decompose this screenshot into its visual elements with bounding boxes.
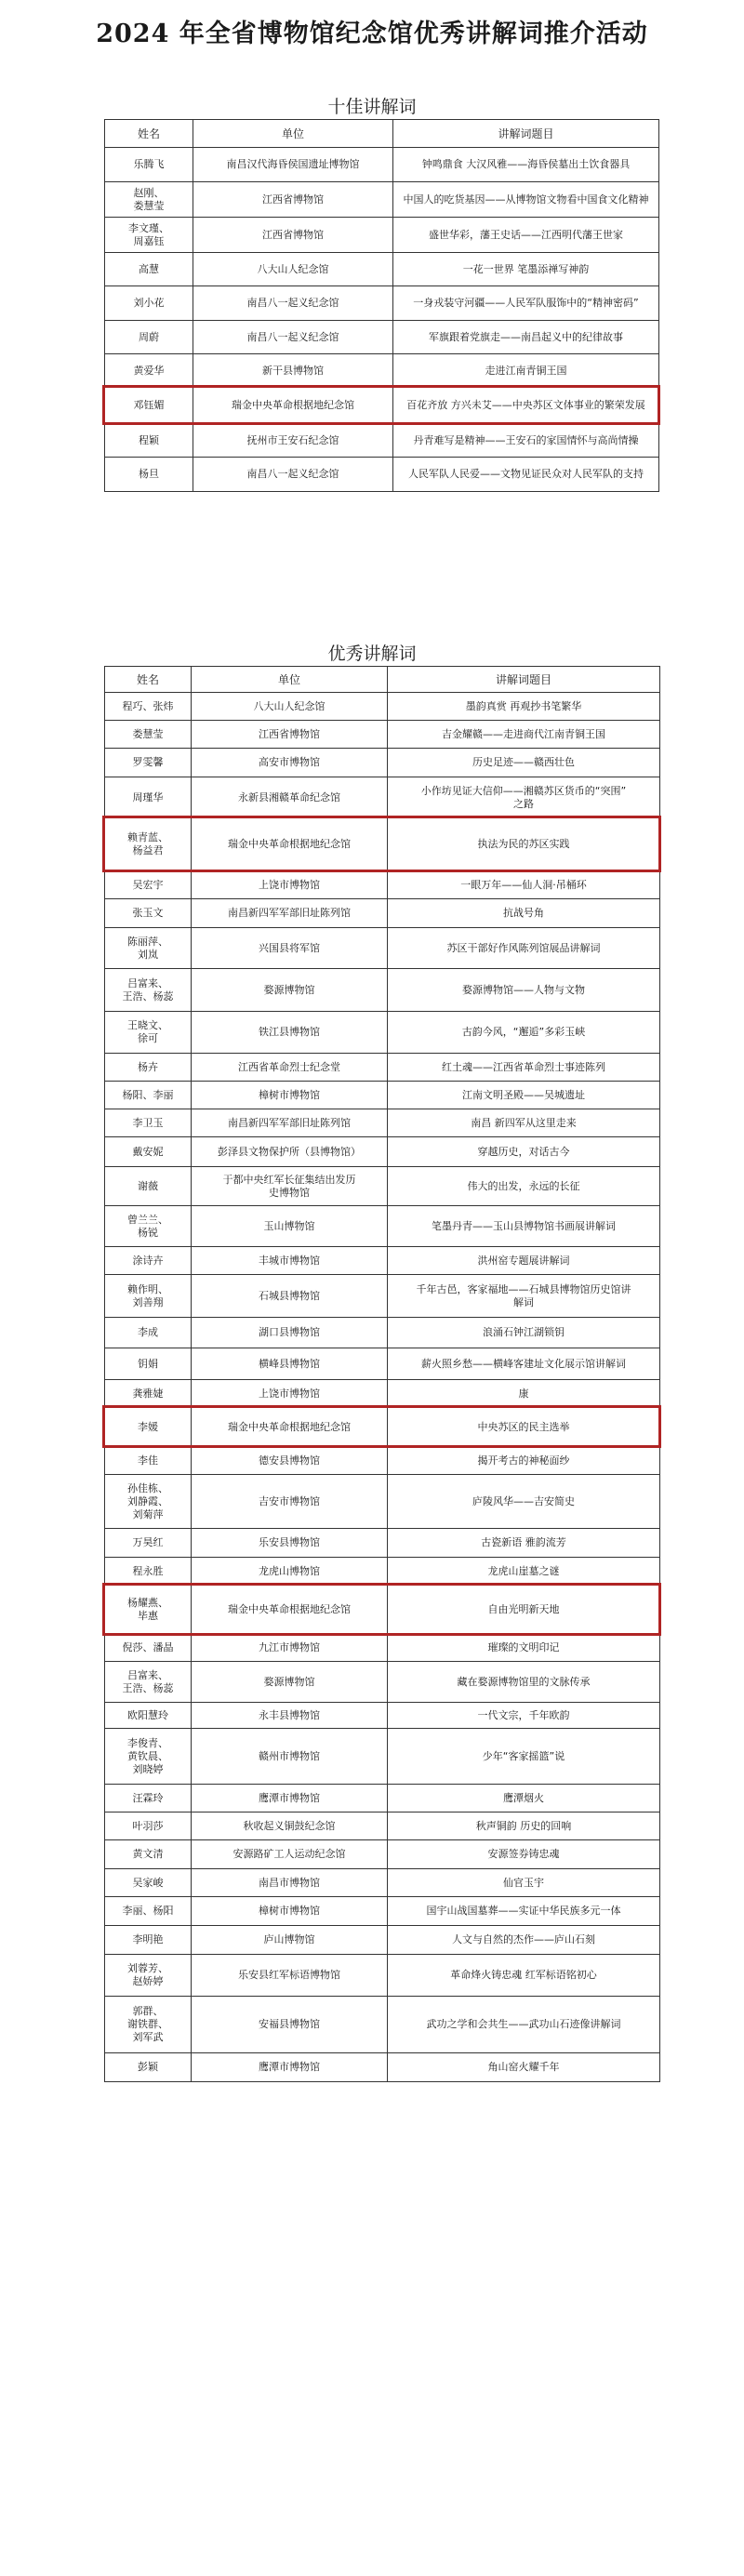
title-cell: 笔墨丹青——玉山县博物馆书画展讲解词 — [388, 1206, 660, 1247]
name-cell: 郭群、 谢铁群、 刘军武 — [105, 1997, 192, 2053]
top-ten-title: 十佳讲解词 — [327, 97, 417, 117]
name-cell: 李文瑾、 周嘉钰 — [105, 218, 193, 253]
unit-cell: 江西省革命烈士纪念堂 — [192, 1054, 388, 1082]
table-row — [105, 1703, 660, 1729]
title-cell: 历史足迹——赣西壮色 — [388, 749, 660, 777]
table-row — [105, 1529, 660, 1558]
name-cell: 万昊红 — [105, 1529, 192, 1558]
unit-cell: 南昌新四军军部旧址陈列馆 — [192, 1109, 388, 1137]
name-cell: 刘小花 — [105, 286, 193, 321]
table-row — [105, 1635, 660, 1662]
title-cell: 人民军队人民爱——文物见证民众对人民军队的支持 — [393, 458, 659, 492]
name-cell: 高慧 — [105, 253, 193, 286]
unit-cell: 乐安县红军标语博物馆 — [192, 1955, 388, 1997]
unit-cell: 抚州市王安石纪念馆 — [193, 424, 393, 458]
table-row — [105, 388, 659, 424]
unit-cell: 乐安县博物馆 — [192, 1529, 388, 1558]
name-cell: 汪霖玲 — [105, 1785, 192, 1812]
name-cell: 叶羽莎 — [105, 1812, 192, 1840]
name-cell: 黄爱华 — [105, 354, 193, 388]
title-cell: 穿越历史，对话古今 — [388, 1137, 660, 1167]
unit-cell: 八大山人纪念馆 — [193, 253, 393, 286]
excellent-title: 优秀讲解词 — [327, 644, 417, 664]
table-row — [105, 1167, 660, 1206]
table-row — [105, 1840, 660, 1869]
unit-cell: 新干县博物馆 — [193, 354, 393, 388]
name-cell: 周蔚 — [105, 321, 193, 354]
column-header: 讲解词题目 — [393, 120, 659, 148]
table-row — [105, 424, 659, 458]
table-row — [105, 1109, 660, 1137]
title-cell: 一身戎装守河疆——人民军队服饰中的“精神密码” — [393, 286, 659, 321]
unit-cell: 南昌八一起义纪念馆 — [193, 286, 393, 321]
title-cell: 角山窑火耀千年 — [388, 2053, 660, 2082]
name-cell: 倪莎、潘晶 — [105, 1635, 192, 1662]
unit-cell: 南昌市博物馆 — [192, 1869, 388, 1897]
name-cell: 刘蓉芳、 赵娇婷 — [105, 1955, 192, 1997]
unit-cell: 赣州市博物馆 — [192, 1729, 388, 1785]
page-title: 2024 年全省博物馆纪念馆优秀讲解词推介活动 — [96, 20, 648, 48]
unit-cell: 永丰县博物馆 — [192, 1703, 388, 1729]
title-cell: 少年“客家摇篮”说 — [388, 1729, 660, 1785]
name-cell: 曾兰兰、 杨锐 — [105, 1206, 192, 1247]
table-row — [105, 1247, 660, 1275]
unit-cell: 江西省博物馆 — [193, 182, 393, 218]
table-row — [105, 1558, 660, 1586]
title-cell: 国宇山战国墓葬——实证中华民族多元一体 — [388, 1897, 660, 1926]
title-cell: 走进江南青铜王国 — [393, 354, 659, 388]
unit-cell: 秋收起义铜鼓纪念馆 — [192, 1812, 388, 1840]
title-cell: 薪火照乡愁——横峰客建址文化展示馆讲解词 — [388, 1348, 660, 1380]
table-row — [105, 253, 659, 286]
name-cell: 谢薇 — [105, 1167, 192, 1206]
title-cell: 璀璨的文明印记 — [388, 1635, 660, 1662]
unit-cell: 横峰县博物馆 — [192, 1348, 388, 1380]
title-cell: 藏在婺源博物馆里的文脉传承 — [388, 1662, 660, 1703]
title-cell: 古瓷新语 雅韵流芳 — [388, 1529, 660, 1558]
title-cell: 苏区干部好作风陈列馆展品讲解词 — [388, 928, 660, 969]
title-cell: 小作坊见证大信仰——湘赣苏区货币的“突围” 之路 — [388, 777, 660, 818]
column-header: 单位 — [192, 667, 388, 693]
name-cell: 戴安妮 — [105, 1137, 192, 1167]
table-row — [105, 354, 659, 388]
unit-cell: 德安县博物馆 — [192, 1447, 388, 1475]
unit-cell: 安源路矿工人运动纪念馆 — [192, 1840, 388, 1869]
unit-cell: 上饶市博物馆 — [192, 871, 388, 899]
name-cell: 张玉文 — [105, 899, 192, 928]
title-cell: 中央苏区的民主选举 — [388, 1408, 660, 1447]
title-cell: 庐陵风华——吉安简史 — [388, 1475, 660, 1529]
unit-cell: 鹰潭市博物馆 — [192, 1785, 388, 1812]
unit-cell: 江西省博物馆 — [192, 721, 388, 749]
name-cell: 吴宏宇 — [105, 871, 192, 899]
table-row — [105, 777, 660, 818]
title-cell: 鹰潭烟火 — [388, 1785, 660, 1812]
table-row — [105, 969, 660, 1012]
column-header: 单位 — [193, 120, 393, 148]
unit-cell: 鹰潭市博物馆 — [192, 2053, 388, 2082]
table-row — [105, 1926, 660, 1955]
table-row — [105, 1586, 660, 1635]
title-cell: 安源签券铸忠魂 — [388, 1840, 660, 1869]
table-row — [105, 1475, 660, 1529]
table-row — [105, 1275, 660, 1318]
table-row — [105, 1997, 660, 2053]
title-cell: 南昌 新四军从这里走来 — [388, 1109, 660, 1137]
title-cell: 浪涌石钟江湖锁钥 — [388, 1318, 660, 1348]
table-row — [105, 148, 659, 182]
title-cell: 江南文明圣殿——吴城遗址 — [388, 1082, 660, 1109]
unit-cell: 南昌汉代海昏侯国遗址博物馆 — [193, 148, 393, 182]
unit-cell: 八大山人纪念馆 — [192, 693, 388, 721]
title-cell: 军旗跟着党旗走——南昌起义中的纪律故事 — [393, 321, 659, 354]
unit-cell: 江西省博物馆 — [193, 218, 393, 253]
name-cell: 杨卉 — [105, 1054, 192, 1082]
name-cell: 杨阳、李丽 — [105, 1082, 192, 1109]
title-cell: 婺源博物馆——人物与文物 — [388, 969, 660, 1012]
name-cell: 邓钰媚 — [105, 388, 193, 424]
table-row — [105, 1662, 660, 1703]
unit-cell: 永新县湘赣革命纪念馆 — [192, 777, 388, 818]
title-cell: 武功之学和会共生——武功山石迹像讲解词 — [388, 1997, 660, 2053]
table-row — [105, 1812, 660, 1840]
title-cell: 一眼万年——仙人洞·吊桶环 — [388, 871, 660, 899]
name-cell: 李明艳 — [105, 1926, 192, 1955]
title-cell: 人文与自然的杰作——庐山石刻 — [388, 1926, 660, 1955]
table-row — [105, 818, 660, 871]
name-cell: 吕富来、 王浩、杨蕊 — [105, 969, 192, 1012]
table-row — [105, 321, 659, 354]
title-cell: 洪州窑专题展讲解词 — [388, 1247, 660, 1275]
name-cell: 杨耀燕、 毕惠 — [105, 1586, 192, 1635]
unit-cell: 兴国县将军馆 — [192, 928, 388, 969]
name-cell: 赖青蓝、 杨益君 — [105, 818, 192, 871]
table-row — [105, 928, 660, 969]
unit-cell: 南昌八一起义纪念馆 — [193, 321, 393, 354]
unit-cell: 吉安市博物馆 — [192, 1475, 388, 1529]
name-cell: 周瑾华 — [105, 777, 192, 818]
table-row — [105, 693, 660, 721]
column-header: 讲解词题目 — [388, 667, 660, 693]
unit-cell: 铁江县博物馆 — [192, 1012, 388, 1054]
title-cell: 揭开考古的神秘面纱 — [388, 1447, 660, 1475]
name-cell: 龚雅婕 — [105, 1380, 192, 1408]
name-cell: 李成 — [105, 1318, 192, 1348]
title-cell: 红土魂——江西省革命烈士事迹陈列 — [388, 1054, 660, 1082]
title-cell: 秋声铜韵 历史的回响 — [388, 1812, 660, 1840]
table-row — [105, 1447, 660, 1475]
unit-cell: 于都中央红军长征集结出发历 史博物馆 — [192, 1167, 388, 1206]
table-row — [105, 2053, 660, 2082]
unit-cell: 石城县博物馆 — [192, 1275, 388, 1318]
unit-cell: 安福县博物馆 — [192, 1997, 388, 2053]
name-cell: 钥娟 — [105, 1348, 192, 1380]
name-cell: 乐腾飞 — [105, 148, 193, 182]
unit-cell: 庐山博物馆 — [192, 1926, 388, 1955]
table-row — [105, 218, 659, 253]
title-cell: 革命烽火铸忠魂 红军标语铭初心 — [388, 1955, 660, 1997]
unit-cell: 彭泽县文物保护所（县博物馆） — [192, 1137, 388, 1167]
title-cell: 仙官玉宇 — [388, 1869, 660, 1897]
title-cell: 吉金耀赣——走进商代江南青铜王国 — [388, 721, 660, 749]
title-cell: 钟鸣鼎食 大汉风雅——海昏侯墓出土饮食器具 — [393, 148, 659, 182]
table-row — [105, 721, 660, 749]
unit-cell: 高安市博物馆 — [192, 749, 388, 777]
title-cell: 中国人的吃货基因——从博物馆文物看中国食文化精神 — [393, 182, 659, 218]
title-cell: 执法为民的苏区实践 — [388, 818, 660, 871]
name-cell: 涂诗卉 — [105, 1247, 192, 1275]
name-cell: 吕富来、 王浩、杨蕊 — [105, 1662, 192, 1703]
table-row — [105, 1348, 660, 1380]
column-header: 姓名 — [105, 667, 192, 693]
name-cell: 彭颖 — [105, 2053, 192, 2082]
name-cell: 黄文清 — [105, 1840, 192, 1869]
unit-cell: 丰城市博物馆 — [192, 1247, 388, 1275]
table-row — [105, 286, 659, 321]
unit-cell: 瑞金中央革命根据地纪念馆 — [193, 388, 393, 424]
name-cell: 赵刚、 娄慧莹 — [105, 182, 193, 218]
table-header-row — [105, 120, 659, 148]
table-row — [105, 1897, 660, 1926]
table-row — [105, 1012, 660, 1054]
table-row — [105, 871, 660, 899]
title-cell: 盛世华彩，藩王史话——江西明代藩王世家 — [393, 218, 659, 253]
name-cell: 程永胜 — [105, 1558, 192, 1586]
title-cell: 百花齐放 方兴未艾——中央苏区文体事业的繁荣发展 — [393, 388, 659, 424]
unit-cell: 瑞金中央革命根据地纪念馆 — [192, 818, 388, 871]
top-ten-table — [104, 119, 659, 492]
table-row — [105, 899, 660, 928]
name-cell: 孙佳栋、 刘静霞、 刘菊萍 — [105, 1475, 192, 1529]
unit-cell: 婺源博物馆 — [192, 969, 388, 1012]
table-row — [105, 458, 659, 492]
unit-cell: 九江市博物馆 — [192, 1635, 388, 1662]
table-row — [105, 1380, 660, 1408]
title-cell: 康 — [388, 1380, 660, 1408]
excellent-table — [104, 666, 660, 2082]
name-cell: 程巧、张炜 — [105, 693, 192, 721]
name-cell: 吴家峻 — [105, 1869, 192, 1897]
name-cell: 李卫玉 — [105, 1109, 192, 1137]
unit-cell: 樟树市博物馆 — [192, 1897, 388, 1926]
name-cell: 李俊青、 黄钦晨、 刘晓婷 — [105, 1729, 192, 1785]
name-cell: 娄慧莹 — [105, 721, 192, 749]
unit-cell: 上饶市博物馆 — [192, 1380, 388, 1408]
table-row — [105, 749, 660, 777]
table-row — [105, 1955, 660, 1997]
name-cell: 罗雯馨 — [105, 749, 192, 777]
title-cell: 丹青难写是精神——王安石的家国情怀与高尚情操 — [393, 424, 659, 458]
name-cell: 李佳 — [105, 1447, 192, 1475]
title-cell: 自由光明新天地 — [388, 1586, 660, 1635]
unit-cell: 玉山博物馆 — [192, 1206, 388, 1247]
title-cell: 一代文宗，千年欧韵 — [388, 1703, 660, 1729]
table-row — [105, 1869, 660, 1897]
table-row — [105, 1318, 660, 1348]
table-header-row — [105, 667, 660, 693]
title-cell: 伟大的出发，永远的长征 — [388, 1167, 660, 1206]
title-cell: 龙虎山崖墓之谜 — [388, 1558, 660, 1586]
unit-cell: 南昌新四军军部旧址陈列馆 — [192, 899, 388, 928]
table-row — [105, 1729, 660, 1785]
title-cell: 抗战号角 — [388, 899, 660, 928]
unit-cell: 瑞金中央革命根据地纪念馆 — [192, 1586, 388, 1635]
title-cell: 古韵今风，“邂逅”多彩玉峡 — [388, 1012, 660, 1054]
name-cell: 程颖 — [105, 424, 193, 458]
unit-cell: 婺源博物馆 — [192, 1662, 388, 1703]
table-row — [105, 182, 659, 218]
name-cell: 王晓文、 徐可 — [105, 1012, 192, 1054]
title-cell: 墨韵真赏 再观抄书笔繁华 — [388, 693, 660, 721]
name-cell: 杨旦 — [105, 458, 193, 492]
table-row — [105, 1082, 660, 1109]
unit-cell: 樟树市博物馆 — [192, 1082, 388, 1109]
table-row — [105, 1054, 660, 1082]
unit-cell: 龙虎山博物馆 — [192, 1558, 388, 1586]
title-cell: 千年古邑，客家福地——石城县博物馆历史馆讲 解词 — [388, 1275, 660, 1318]
name-cell: 李媛 — [105, 1408, 192, 1447]
name-cell: 欧阳慧玲 — [105, 1703, 192, 1729]
table-row — [105, 1206, 660, 1247]
name-cell: 李丽、杨阳 — [105, 1897, 192, 1926]
unit-cell: 湖口县博物馆 — [192, 1318, 388, 1348]
unit-cell: 瑞金中央革命根据地纪念馆 — [192, 1408, 388, 1447]
title-cell: 一花一世界 笔墨添禅写神韵 — [393, 253, 659, 286]
table-row — [105, 1137, 660, 1167]
table-row — [105, 1408, 660, 1447]
unit-cell: 南昌八一起义纪念馆 — [193, 458, 393, 492]
column-header: 姓名 — [105, 120, 193, 148]
name-cell: 赖作明、 刘善翔 — [105, 1275, 192, 1318]
table-row — [105, 1785, 660, 1812]
name-cell: 陈丽萍、 刘岚 — [105, 928, 192, 969]
